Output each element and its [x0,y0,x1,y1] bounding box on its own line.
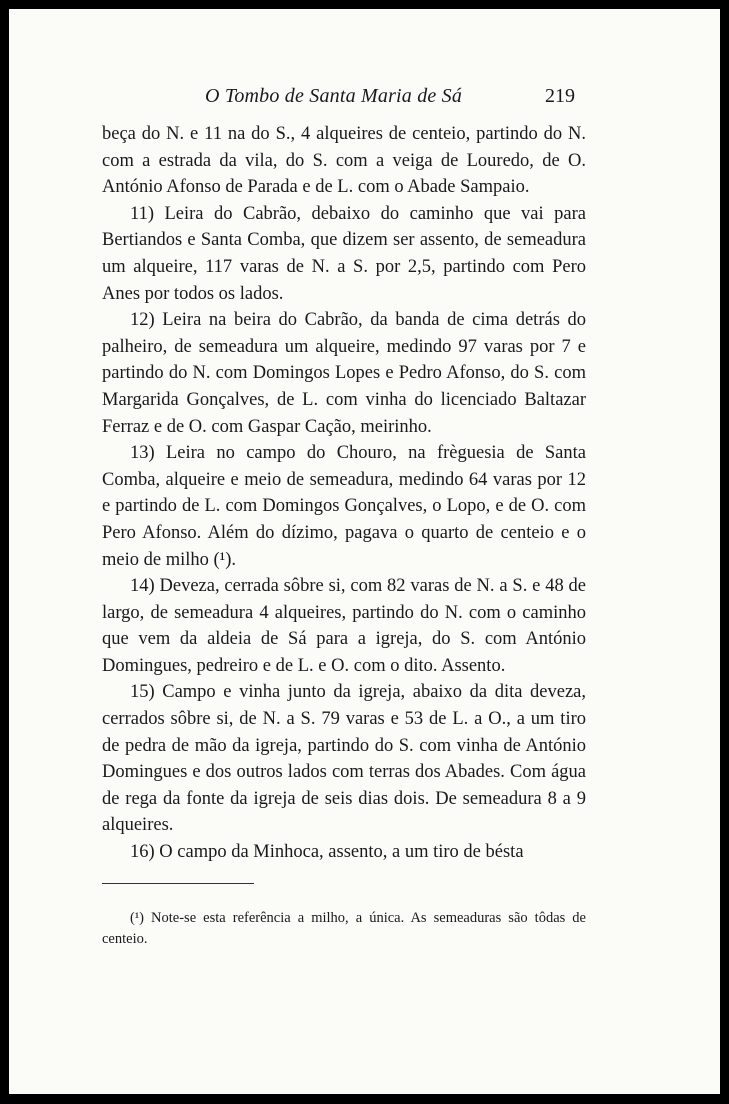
footnote: (¹) Note-se esta referência a milho, a única. As semeaduras são tôdas de centeio. [102,909,586,947]
paragraph-item-11: 11) Leira do Cabrão, debaixo do caminho que vai para Bertiandos e Santa Comba, que dizem ser assento, de semeadura um alqueire, 117 varas de N. a S. por 2,5, partindo com Pero Anes por todos os lados. [102,203,586,304]
paragraph-item-16: 16) O campo da Minhoca, assento, a um tiro de bésta [130,842,524,863]
page-header [9,85,720,115]
footnote-divider [102,883,254,884]
page-number: 219 [545,85,575,107]
paragraph-continuation: beça do N. e 11 na do S., 4 alqueires de centeio, partindo do N. com a estrada da vila, do S. com a veiga de Louredo, de O. António Afonso de Parada e de L. com o Abade Sampaio. [102,124,586,198]
body-text [102,121,586,866]
book-page [9,9,720,1094]
paragraph-item-15: 15) Campo e vinha junto da igreja, abaixo da dita deveza, cerrados sôbre si, de N. a S. 79 varas e 53 de L. a O., a um tiro de pedra de mão da igreja, partindo do S. com vinha de António Domingues e dos outros lados com terras dos Abades. Com água de rega da fonte da igreja de seis dias dois. De semeadura 8 a 9 alqueires. [102,682,586,836]
running-title: O Tombo de Santa Maria de Sá [205,85,463,107]
paragraph-item-12: 12) Leira na beira do Cabrão, da banda de cima detrás do palheiro, de semeadura um alqueire, medindo 97 varas por 7 e partindo do N. com Domingos Lopes e Pedro Afonso, do S. com Margarida Gonçalves, de L. com vinha do licenciado Baltazar Ferraz e de O. com Gaspar Cação, meirinho. [102,310,586,437]
paragraph-item-13: 13) Leira no campo do Chouro, na frèguesia de Santa Comba, alqueire e meio de semeadura, medindo 64 varas por 12 e partindo de L. com Domingos Gonçalves, o Lopo, e de O. com Pero Afonso. Além do dízimo, pagava o quarto de centeio e o meio de milho (¹). [102,443,586,570]
paragraph-item-14: 14) Deveza, cerrada sôbre si, com 82 varas de N. a S. e 48 de largo, de semeadura 4 alqueires, partindo do N. com o caminho que vem da aldeia de Sá para a igreja, do S. com António Domingues, pedreiro e de L. e O. com o dito. Assento. [102,576,586,676]
